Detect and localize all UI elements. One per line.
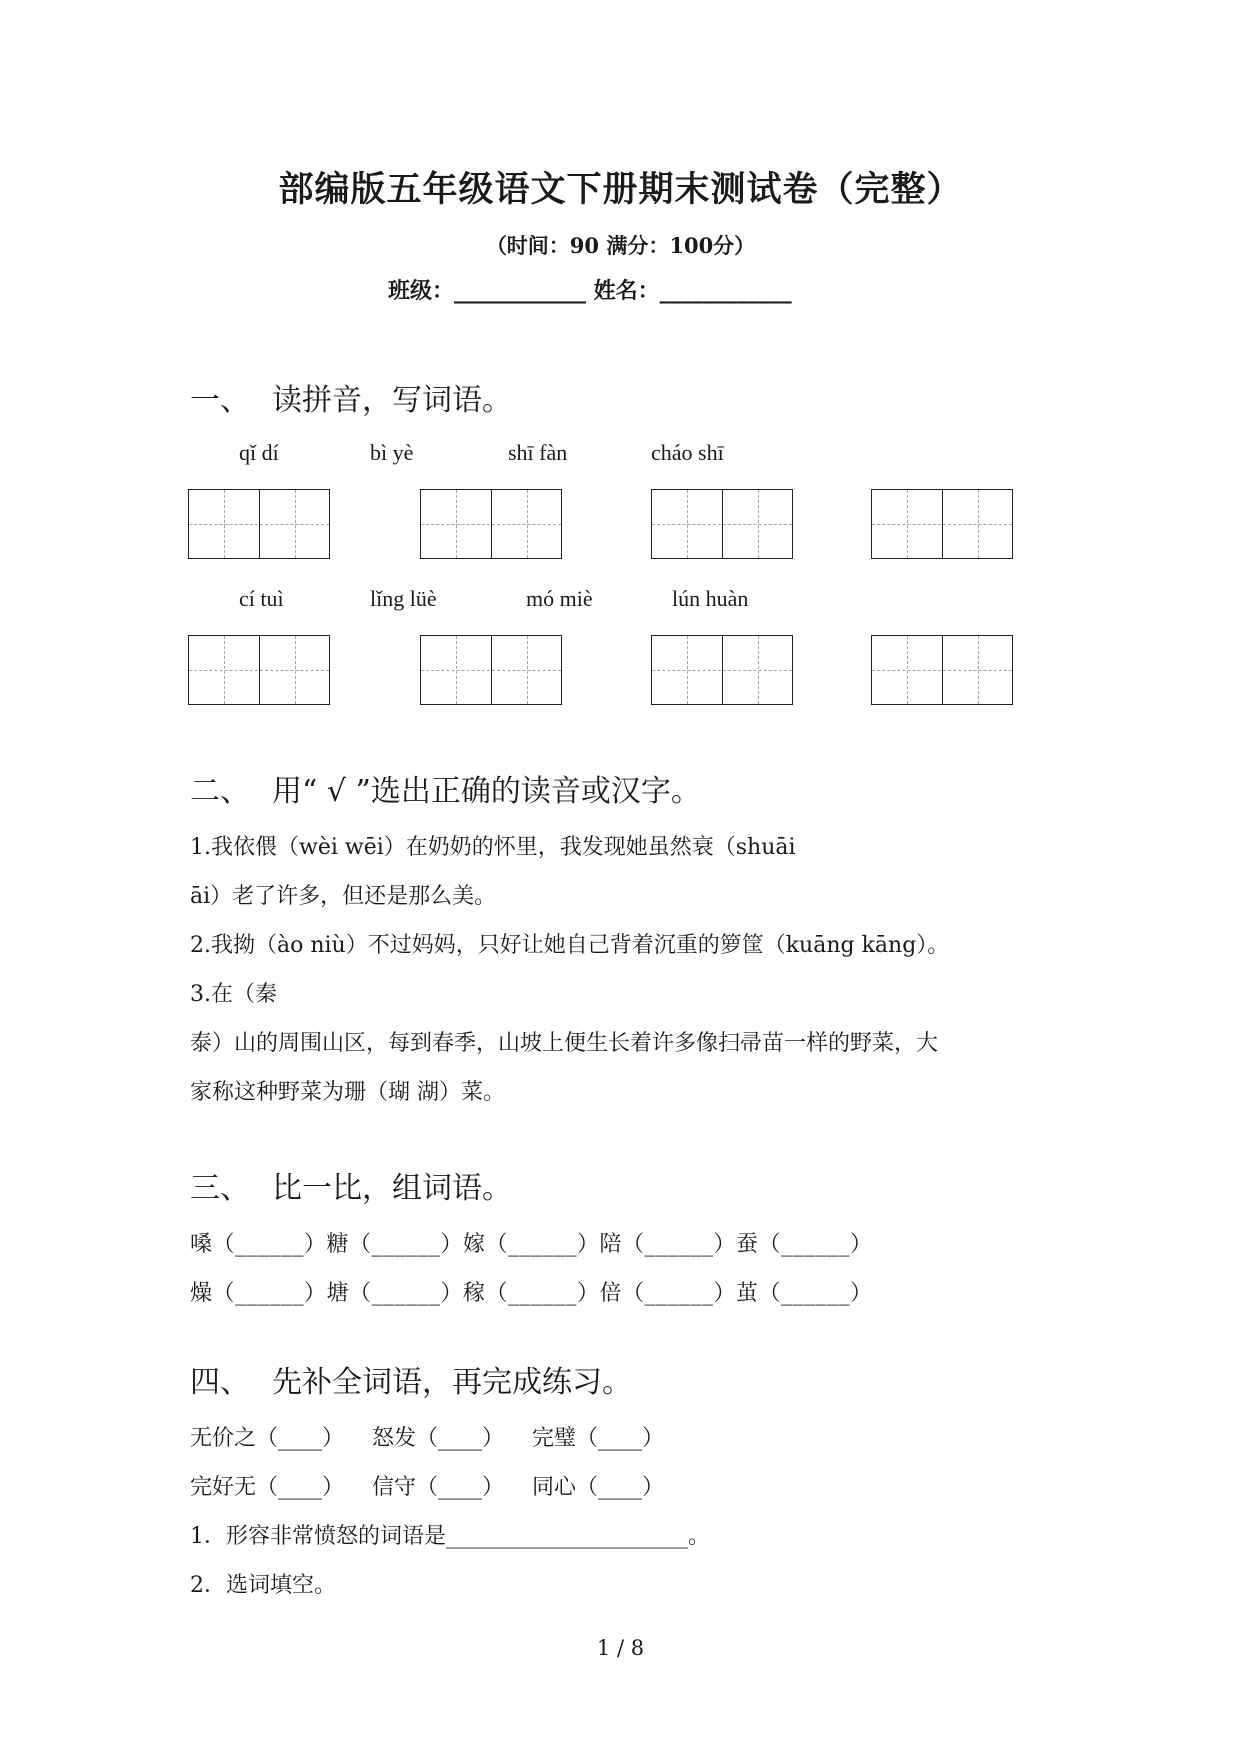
section-number: 二、: [190, 774, 250, 809]
pinyin-label: cháo shī: [651, 440, 724, 465]
pinyin-label: qǐ dí: [239, 440, 279, 465]
section-title: 用“ √ ”选出正确的读音或汉字。: [272, 774, 701, 809]
page-title: 部编版五年级语文下册期末测试卷（完整）: [278, 169, 963, 210]
question-line: āi）老了许多，但还是那么美。: [190, 884, 497, 909]
section-number: 四、: [190, 1365, 250, 1400]
writing-grid-box[interactable]: [420, 635, 562, 705]
section-title: 读拼音，写词语。: [272, 383, 512, 418]
word-group-line: 燥（______）塘（______）稼（______）倍（______）茧（______）: [190, 1281, 873, 1306]
section-2-heading: [190, 766, 701, 810]
writing-grid-box[interactable]: [420, 489, 562, 559]
question-line: 2.我拗（ào niù）不过妈妈，只好让她自己背着沉重的箩筐（kuāng kāng）。: [190, 933, 950, 958]
section-title: 比一比，组词语。: [272, 1171, 512, 1206]
writing-grid-box[interactable]: [188, 489, 330, 559]
exam-subtitle: （时间：90 满分：100分）: [485, 233, 756, 258]
section-1-heading: [190, 375, 512, 419]
writing-grid-box[interactable]: [871, 635, 1013, 705]
pinyin-label: shī fàn: [508, 440, 568, 465]
idiom-line: 完好无（____） 信守（____） 同心（____）: [190, 1475, 664, 1500]
section-4-heading: [190, 1357, 632, 1401]
writing-grid-box[interactable]: [651, 635, 793, 705]
pinyin-label: cí tuì: [239, 586, 284, 611]
page-number: 1 / 8: [596, 1636, 645, 1660]
question-line: 1．形容非常愤怒的词语是______________________。: [190, 1524, 710, 1549]
pinyin-label: lún huàn: [672, 586, 749, 611]
writing-grid-box[interactable]: [188, 635, 330, 705]
section-number: 一、: [190, 383, 250, 418]
writing-grid-box[interactable]: [651, 489, 793, 559]
pinyin-label: bì yè: [370, 440, 414, 465]
pinyin-label: mó miè: [526, 586, 593, 611]
question-line: 1.我依偎（wèi wēi）在奶奶的怀里，我发现她虽然衰（shuāi: [190, 835, 796, 860]
section-title: 先补全词语，再完成练习。: [272, 1365, 632, 1400]
section-number: 三、: [190, 1171, 250, 1206]
section-3-heading: [190, 1163, 512, 1207]
pinyin-label: lǐng lüè: [370, 586, 437, 611]
word-group-line: 嗓（______）糖（______）嫁（______）陪（______）蚕（______）: [190, 1232, 873, 1257]
class-name-line: 班级：____________ 姓名：____________: [388, 278, 792, 304]
question-line: 泰）山的周围山区，每到春季，山坡上便生长着许多像扫帚苗一样的野菜，大: [190, 1031, 939, 1056]
question-line: 2．选词填空。: [190, 1573, 336, 1598]
idiom-line: 无价之（____） 怒发（____） 完璧（____）: [190, 1426, 664, 1451]
question-line: 3.在（秦: [190, 982, 277, 1007]
question-line: 家称这种野菜为珊（瑚 湖）菜。: [190, 1080, 505, 1105]
writing-grid-box[interactable]: [871, 489, 1013, 559]
